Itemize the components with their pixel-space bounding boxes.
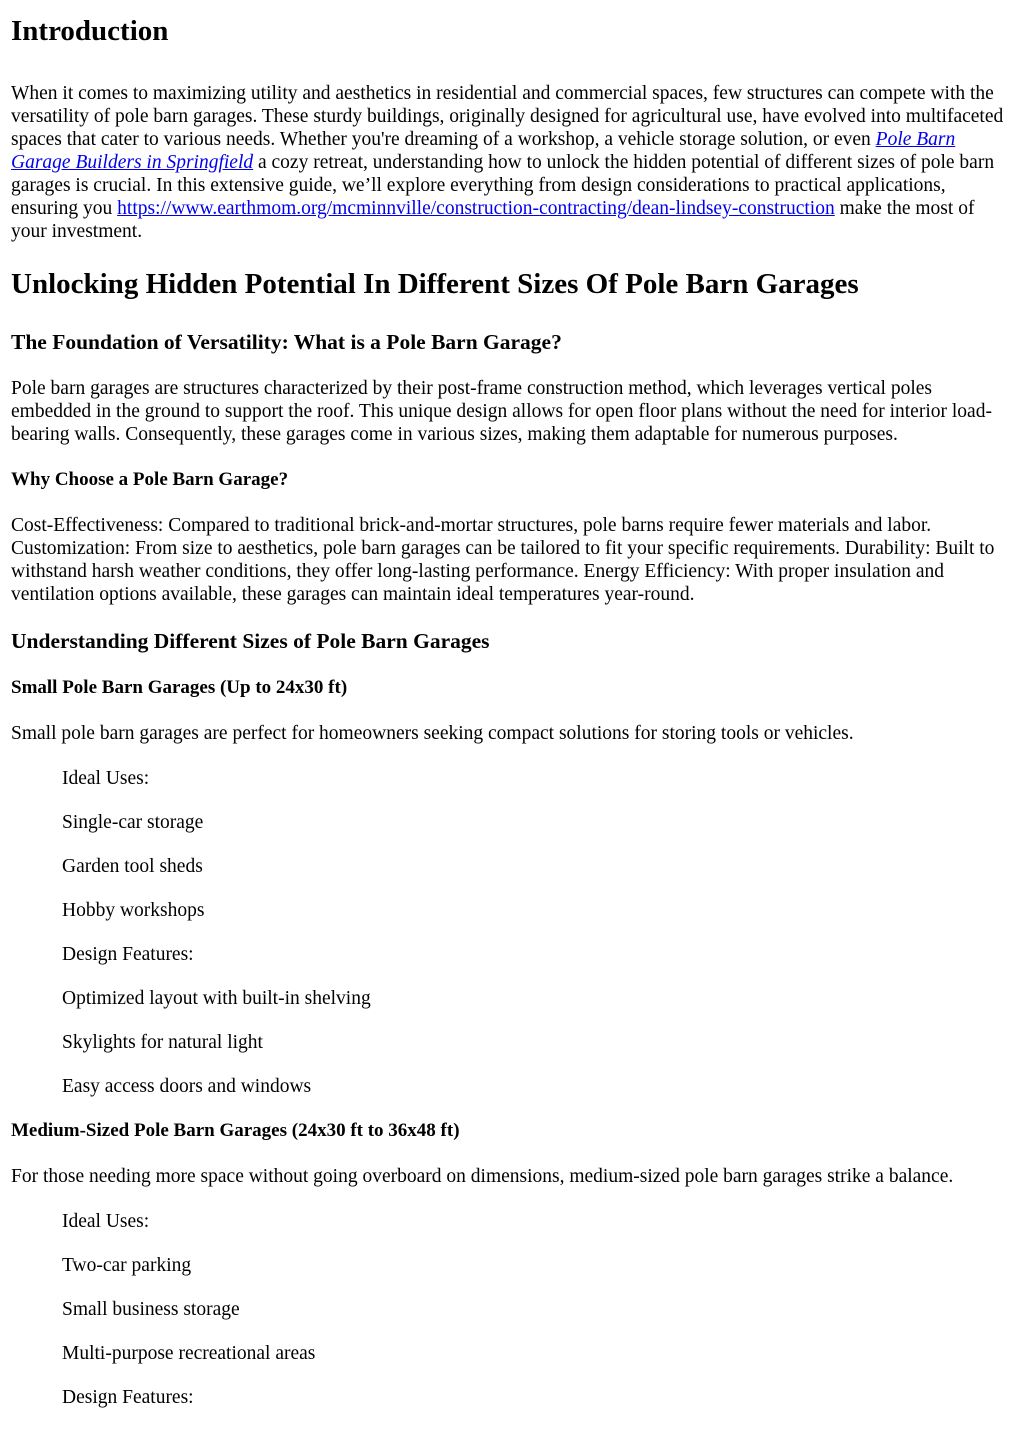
list-item: Easy access doors and windows [62,1076,312,1097]
list-item: Hobby workshops [62,900,205,921]
list-item: Design Features: [62,1387,194,1408]
why-heading: Why Choose a Pole Barn Garage? [11,469,289,490]
medium-heading: Medium-Sized Pole Barn Garages (24x30 ft to 36x48 ft) [11,1120,460,1141]
sizes-heading: Understanding Different Sizes of Pole Barn Garages [11,629,490,653]
list-item: Ideal Uses: [62,1211,150,1232]
main-heading: Unlocking Hidden Potential In Different Sizes Of Pole Barn Garages [11,268,859,300]
list-item: Design Features: [62,944,194,965]
small-paragraph: Small pole barn garages are perfect for homeowners seeking compact solutions for storing tools or vehicles. [11,723,854,744]
list-item: Multi-purpose recreational areas [62,1343,316,1364]
list-item: Two-car parking [62,1255,192,1276]
list-item: Skylights for natural light [62,1032,263,1053]
intro-text-2: a cozy retreat, understanding how to unlock the hidden potential of different sizes of pole barn garages is crucial. In this extensive guide, we’ll explore everything from design considerations to practical applications, ensuring you [11,152,995,219]
list-item: Ideal Uses: [62,768,150,789]
intro-text-1: When it comes to maximizing utility and aesthetics in residential and commercial spaces, few structures can compete with the versatility of pole barn garages. These sturdy buildings, originally designed for agricultural use, have evolved into multifaceted spaces that cater to various needs. Whether you're dreaming of a workshop, a vehicle storage solution, or even [11,83,1004,150]
list-item: Optimized layout with built-in shelving [62,988,371,1009]
earthmom-url-link[interactable]: https://www.earthmom.org/mcminnville/construction-contracting/dean-lindsey-construction [117,198,835,219]
list-item: Single-car storage [62,812,204,833]
foundation-heading: The Foundation of Versatility: What is a Pole Barn Garage? [11,330,562,354]
list-item: Small business storage [62,1299,240,1320]
intro-text-3: make the most of your investment. [11,198,975,242]
foundation-paragraph: Pole barn garages are structures characterized by their post-frame construction method, which leverages vertical poles embedded in the ground to support the roof. This unique design allows for open floor plans without the need for interior load-bearing walls. Consequently, these garages come in various sizes, making them adaptable for numerous purposes. [11,378,992,445]
why-paragraph: Cost-Effectiveness: Compared to traditional brick-and-mortar structures, pole barns require fewer materials and labor. Customization: From size to aesthetics, pole barn garages can be tailored to fit your specific requirements. Durability: Built to withstand harsh weather conditions, they offer long-lasting performance. Energy Efficiency: With proper insulation and ventilation options available, these garages can maintain ideal temperatures year-round. [11,515,995,605]
springfield-builders-link[interactable]: Pole Barn Garage Builders in Springfield [11,129,956,173]
small-heading: Small Pole Barn Garages (Up to 24x30 ft) [11,677,348,698]
medium-paragraph: For those needing more space without going overboard on dimensions, medium-sized pole barn garages strike a balance. [11,1166,954,1187]
intro-heading: Introduction [11,15,169,47]
intro-paragraph [11,82,1013,243]
list-item: Garden tool sheds [62,856,203,877]
